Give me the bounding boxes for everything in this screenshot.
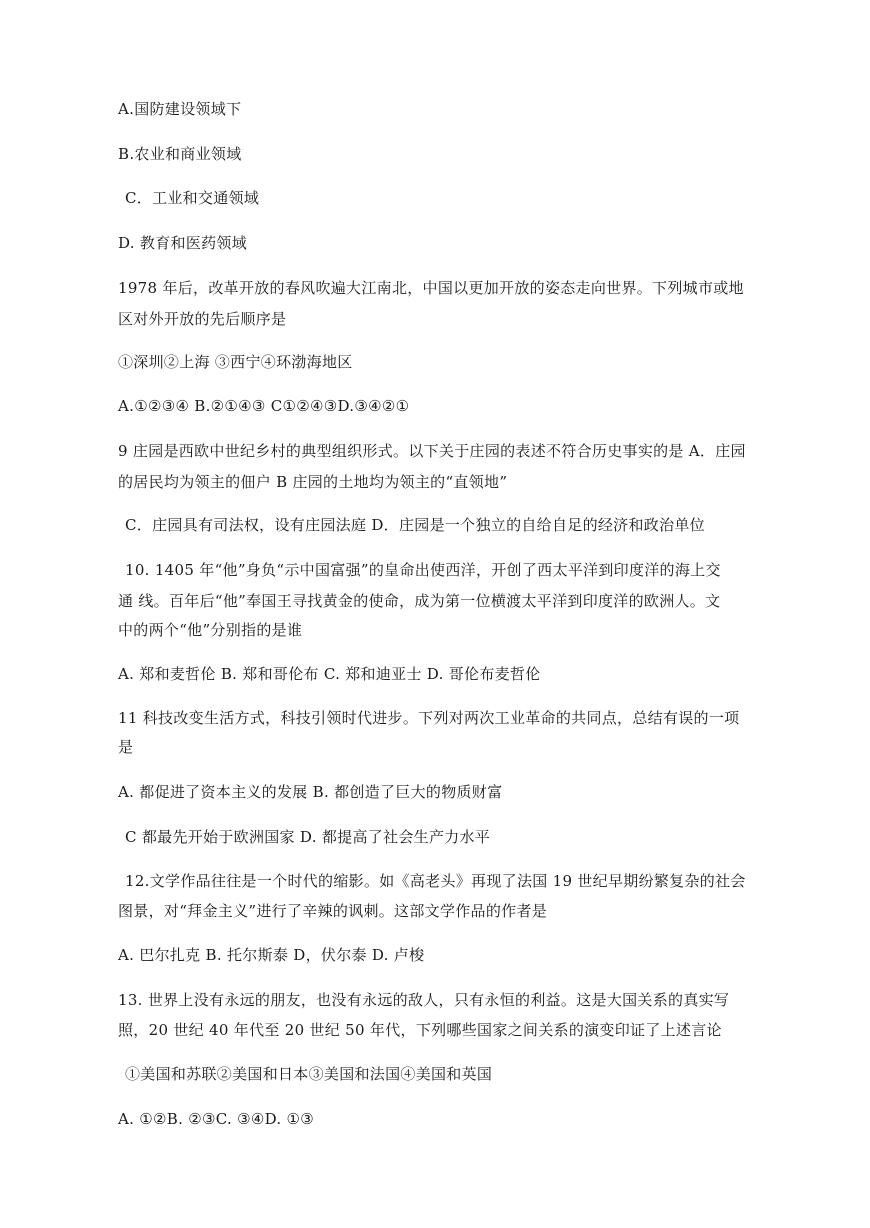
question-13-options: A. ①②B. ②③C. ③④D. ①③ bbox=[118, 1110, 315, 1128]
question-11-options-line-2: C 都最先开始于欧洲国家 D. 都提高了社会生产力水平 bbox=[125, 828, 491, 846]
question-12-stem-line-1: 12.文学作品往往是一个时代的缩影。如《高老头》再现了法国 19 世纪早期纷繁复杂的社会 bbox=[125, 872, 746, 890]
option-b-agriculture: B.农业和商业领域 bbox=[118, 145, 242, 163]
question-13-stem-line-1: 13. 世界上没有永远的朋友，也没有永远的敌人，只有永恒的利益。这是大国关系的真实写 bbox=[118, 991, 730, 1009]
question-13-stem-line-2: 照，20 世纪 40 年代至 20 世纪 50 年代，下列哪些国家之间关系的演变印证了上述言论 bbox=[118, 1021, 722, 1039]
question-8-stem-line-1: 1978 年后，改革开放的春风吹遍大江南北，中国以更加开放的姿态走向世界。下列城市或地 bbox=[118, 279, 744, 297]
question-10-stem-line-3: 中的两个“他”分别指的是谁 bbox=[118, 621, 303, 639]
question-10-stem-line-2: 通 线。百年后“他”奉国王寻找黄金的使命，成为第一位横渡太平洋到印度洋的欧洲人。文 bbox=[118, 592, 721, 610]
question-13-items: ①美国和苏联②美国和日本③美国和法国④美国和英国 bbox=[125, 1065, 493, 1083]
option-a-defense: A.国防建设领域下 bbox=[118, 100, 242, 118]
option-c-industry: C．工业和交通领域 bbox=[125, 189, 260, 207]
question-9-stem-line-1: 9 庄园是西欧中世纪乡村的典型组织形式。以下关于庄园的表述不符合历史事实的是 A．庄园 bbox=[118, 442, 746, 460]
question-11-stem-line-2: 是 bbox=[118, 738, 134, 756]
question-8-items: ①深圳②上海 ③西宁④环渤海地区 bbox=[118, 353, 353, 371]
question-11-stem-line-1: 11 科技改变生活方式，科技引领时代进步。下列对两次工业革命的共同点，总结有误的一项 bbox=[118, 709, 740, 727]
question-9-options: C．庄园具有司法权，设有庄园法庭 D．庄园是一个独立的自给自足的经济和政治单位 bbox=[125, 516, 705, 534]
question-9-stem-line-2: 的居民均为领主的佃户 B 庄园的土地均为领主的“直领地” bbox=[118, 473, 508, 491]
question-8-stem-line-2: 区对外开放的先后顺序是 bbox=[118, 310, 287, 328]
question-12-stem-line-2: 图景，对“拜金主义”进行了辛辣的讽刺。这部文学作品的作者是 bbox=[118, 902, 548, 920]
question-10-options: A. 郑和麦哲伦 B. 郑和哥伦布 C. 郑和迪亚士 D. 哥伦布麦哲伦 bbox=[118, 665, 541, 683]
question-11-options-line-1: A. 都促进了资本主义的发展 B. 都创造了巨大的物质财富 bbox=[118, 783, 503, 801]
question-12-options: A. 巴尔扎克 B. 托尔斯泰 D，伏尔泰 D. 卢梭 bbox=[118, 946, 425, 964]
question-8-options: A.①②③④ B.②①④③ C①②④③D.③④②① bbox=[118, 397, 410, 415]
option-d-education: D. 教育和医药领域 bbox=[118, 234, 248, 252]
question-10-stem-line-1: 10. 1405 年“他”身负“示中国富强”的皇命出使西洋，开创了西太平洋到印度洋的海上交 bbox=[125, 561, 721, 579]
